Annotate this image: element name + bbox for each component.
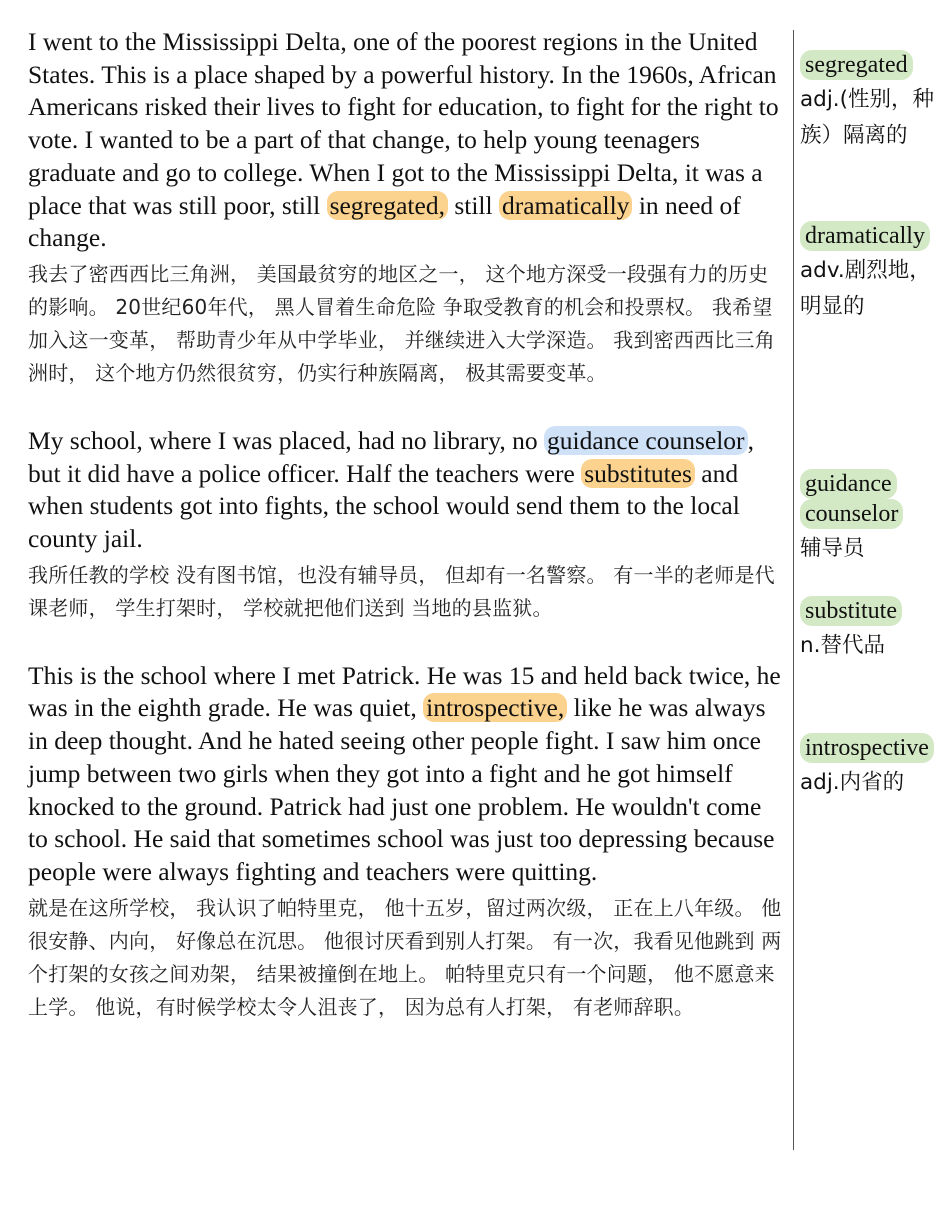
text-segment: like he was always in deep thought. And he hated seeing other people fight. I saw him once jump between two girls when they got into a fight and he got himself knocked to the ground. Patrick had just one problem. He wouldn't come to school. He said that sometimes school was just too depressing because people were always fighting and teachers were quitting. [28,693,775,886]
glossary-entry-substitute [800,596,948,664]
english-paragraph-1 [28,26,783,255]
text-segment: I went to the Mississippi Delta, one of the poorest regions in the United States. This is a place shaped by a powerful history. In the 1960s, African Americans risked their lives to fight for education, to fight for the right to vote. I wanted to be a part of that change, to help young teenagers graduate and go to college. When I got to the Mississippi Delta, it was a place that was still poor, still [28,27,779,220]
glossary-term: dramatically [800,221,930,251]
glossary-entry-dramatically [800,221,948,325]
highlight-segregated: segregated, [327,191,448,220]
text-segment: , but it did have a police officer. Half the teachers were [28,425,754,488]
glossary-definition: adv.剧烈地，明显的 [800,258,931,319]
glossary-term-line-2: counselor [800,499,903,529]
english-paragraph-3 [28,660,783,889]
english-paragraph-2 [28,425,783,556]
highlight-dramatically: dramatically [499,191,632,220]
glossary-term-line-1: guidance [800,469,897,499]
highlight-guidance-counselor: guidance counselor [544,426,748,455]
glossary-term: substitute [800,596,902,626]
highlight-introspective: introspective, [423,693,567,722]
text-segment: still [447,190,499,220]
chinese-translation-2: 我所任教的学校 没有图书馆，也没有辅导员， 但却有一名警察。 有一半的老师是代课老师， 学生打架时， 学校就把他们送到 当地的县监狱。 [28,562,775,620]
text-segment: in need of change. [28,190,741,253]
column-divider [793,30,794,1150]
glossary-definition: adj.(性别，种族）隔离的 [800,87,935,148]
highlight-substitutes: substitutes [581,459,695,488]
chinese-translation-1: 我去了密西西比三角洲， 美国最贫穷的地区之一， 这个地方深受一段强有力的历史的影响。 20世纪60年代， 黑人冒着生命危险 争取受教育的机会和投票权。 我希望加入这一变革， 帮助青少年从中学毕业， 并继续进入大学深造。 我到密西西比三角洲时， 这个地方仍然很贫穷，仍实行种族隔离， 极其需要变革。 [28,261,775,385]
glossary-entry-introspective [800,733,948,801]
text-segment: This is the school where I met Patrick. He was 15 and held back twice, he was in the eighth grade. He was quiet, [28,660,781,723]
glossary-term: introspective [800,733,934,763]
chinese-translation-3: 就是在这所学校， 我认识了帕特里克， 他十五岁，留过两次级， 正在上八年级。 他很安静、内向， 好像总在沉思。 他很讨厌看到别人打架。 有一次，我看见他跳到 两个打架的女孩之间劝架， 结果被撞倒在地上。 帕特里克只有一个问题， 他不愿意来上学。 他说，有时候学校太令人沮丧了， 因为总有人打架， 有老师辞职。 [28,895,782,1019]
glossary-entry-guidance-counselor [800,469,948,567]
text-segment: My school, where I was placed, had no library, no [28,425,544,455]
glossary-term: segregated [800,50,913,80]
glossary-entry-segregated [800,50,948,154]
glossary-definition: 辅导员 [800,536,865,561]
text-segment: and when students got into fights, the school would send them to the local county jail. [28,458,740,554]
glossary-definition: n.替代品 [800,633,885,658]
glossary-definition: adj.内省的 [800,770,905,795]
reading-column [28,26,783,1024]
